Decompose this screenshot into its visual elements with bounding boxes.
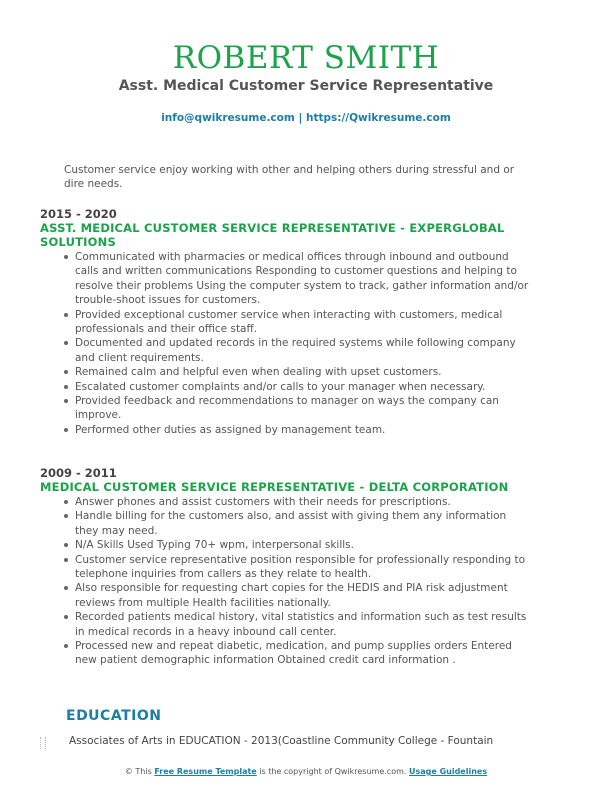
bullet-item: Provided exceptional customer service when interacting with customers, medical professionals and their office staff. (75, 308, 530, 337)
summary-text: Customer service enjoy working with other and helping others during stressful and or dire needs. (64, 164, 515, 190)
bullet-item: Also responsible for requesting chart copies for the HEDIS and PIA risk adjustment reviews from multiple Health facilities nationally. (75, 581, 530, 610)
bullet-item: Communicated with pharmacies or medical offices through inbound and outbound calls and written communications Responding to customer questions and helping to resolve their problems Using the computer system to track, gather information and/or trouble-shoot issues for customers. (75, 251, 529, 307)
job-entry (40, 207, 530, 437)
education-divider (40, 737, 46, 749)
job-dates: 2009 - 2011 (40, 466, 117, 480)
education-heading: EDUCATION (66, 708, 162, 724)
contact-line (0, 112, 612, 124)
bullet-item: N/A Skills Used Typing 70+ wpm, interpersonal skills. (75, 538, 530, 552)
job-title: Asst. Medical Customer Service Representative (118, 78, 494, 94)
bullet-item: Performed other duties as assigned by management team. (75, 423, 530, 437)
candidate-name: ROBERT SMITH (172, 40, 440, 76)
bullet-item: Remained calm and helpful even when dealing with upset customers. (75, 365, 530, 379)
bullet-item: Documented and updated records in the required systems while following company and client requirements. (75, 336, 530, 365)
bullet-item: Handle billing for the customers also, and assist with giving them any information they may need. (75, 509, 530, 538)
job-dates: 2015 - 2020 (40, 207, 117, 221)
bullet-item: Recorded patients medical history, vital statistics and information such as test results in medical records in a heavy inbound call center. (75, 610, 530, 639)
bullet-item: Provided feedback and recommendations to manager on ways the company can improve. (75, 394, 530, 423)
bullet-item: Escalated customer complaints and/or calls to your manager when necessary. (75, 380, 530, 394)
education-item: Associates of Arts in EDUCATION - 2013(Coastline Community College - Fountain (69, 735, 494, 747)
bullet-item: Processed new and repeat diabetic, medication, and pump supplies orders Entered new patient demographic information Obtained credit card information . (75, 639, 530, 668)
footer-copyright: is the copyright of Qwikresume.com. (259, 767, 407, 776)
job-role: ASST. MEDICAL CUSTOMER SERVICE REPRESENTATIVE - EXPERGLOBAL SOLUTIONS (40, 221, 505, 249)
job-entry (40, 466, 530, 668)
bullet-item: Customer service representative position responsible for professionally responding to telephone inquiries from callers as they relate to health. (75, 553, 530, 582)
job-role: MEDICAL CUSTOMER SERVICE REPRESENTATIVE - DELTA CORPORATION (40, 480, 509, 494)
footer-prefix: © This (124, 767, 152, 776)
job-bullets (40, 495, 530, 668)
free-resume-template-link[interactable]: Free Resume Template (154, 767, 257, 776)
website-link[interactable]: https://Qwikresume.com (305, 112, 451, 124)
contact-separator: | (298, 112, 303, 124)
usage-guidelines-link[interactable]: Usage Guidelines (408, 767, 488, 776)
bullet-item: Answer phones and assist customers with their needs for prescriptions. (75, 495, 530, 509)
email-link[interactable]: info@qwikresume.com (161, 112, 295, 124)
footer (0, 767, 612, 776)
job-bullets (40, 250, 530, 437)
